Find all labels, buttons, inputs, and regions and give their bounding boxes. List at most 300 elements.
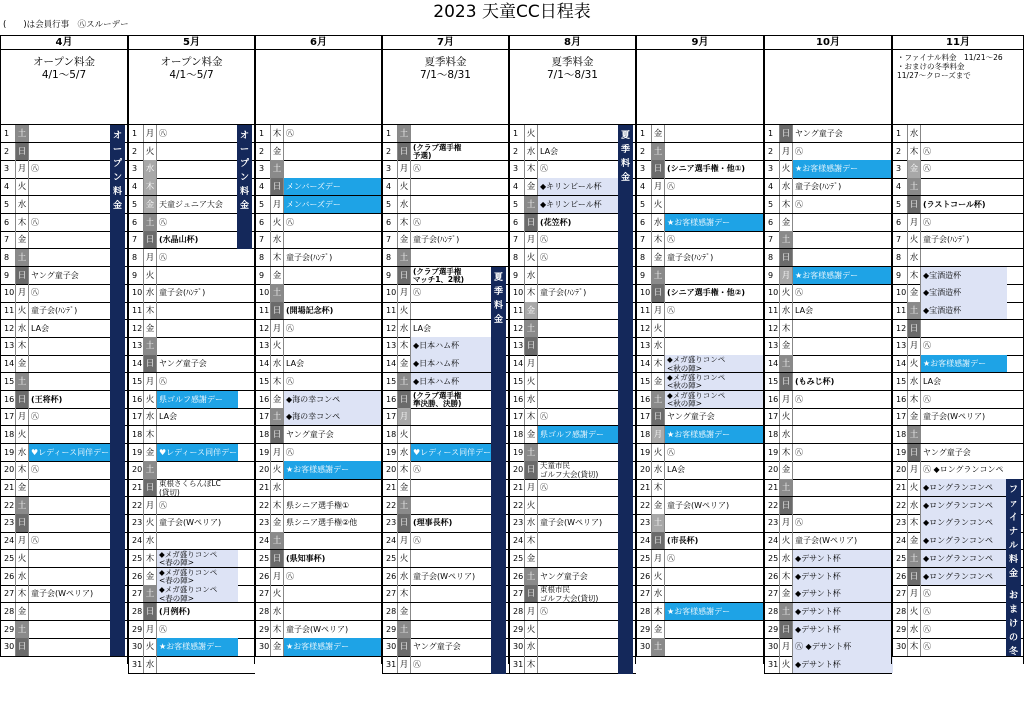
day-number: 20 <box>510 461 525 478</box>
weekday: 金 <box>271 143 284 160</box>
day-number: 25 <box>1 550 16 567</box>
event-label: ◆デサント杯 <box>793 603 893 620</box>
weekday: 木 <box>780 320 793 337</box>
day-row <box>255 267 382 285</box>
day-row <box>0 284 128 302</box>
day-row <box>892 143 1024 161</box>
day-number: 15 <box>1 373 16 390</box>
day-number: 14 <box>129 355 144 372</box>
month-header: 7月 <box>382 35 509 50</box>
event-label: (シニア選手権・他①) <box>667 164 746 174</box>
event-label: 童子会(ﾊﾝﾃﾞ) <box>413 235 460 245</box>
day-number: 26 <box>637 568 652 585</box>
weekday: 火 <box>908 603 921 620</box>
day-number: 12 <box>510 320 525 337</box>
weekday: 水 <box>398 196 411 213</box>
weekday: 金 <box>652 125 665 142</box>
weekday: 金 <box>652 249 665 266</box>
day-row <box>128 231 255 249</box>
event-label: ㊇ <box>923 341 931 351</box>
day-number: 2 <box>893 143 908 160</box>
weekday: 火 <box>525 621 538 638</box>
day-number: 22 <box>765 497 780 514</box>
day-row <box>382 656 509 674</box>
weekday: 火 <box>398 302 411 319</box>
weekday: 日 <box>908 196 921 213</box>
weekday: 水 <box>16 320 29 337</box>
day-number: 31 <box>383 656 398 673</box>
day-row <box>892 214 1024 232</box>
day-number: 1 <box>765 125 780 142</box>
weekday: 木 <box>271 249 284 266</box>
day-number: 27 <box>637 585 652 602</box>
day-row <box>764 214 892 232</box>
weekday: 火 <box>780 656 793 673</box>
day-number: 9 <box>893 267 908 284</box>
day-row <box>509 638 636 656</box>
weekday: 金 <box>908 408 921 425</box>
rate-period-header <box>636 50 764 125</box>
day-number: 27 <box>129 585 144 602</box>
day-row <box>892 638 1024 656</box>
rate-period-header <box>892 50 1024 125</box>
weekday: 金 <box>16 479 29 496</box>
weekday: 水 <box>652 337 665 354</box>
day-row <box>255 284 382 302</box>
day-row <box>636 355 764 373</box>
day-number: 21 <box>893 479 908 496</box>
event-label: ♥レディース同伴デー <box>411 444 492 461</box>
event-label: (クラブ選手権 マッチ1、2戦) <box>413 266 465 284</box>
day-row <box>892 249 1024 267</box>
weekday: 金 <box>525 302 538 319</box>
weekday: 木 <box>398 585 411 602</box>
day-number: 5 <box>893 196 908 213</box>
day-number: 27 <box>893 585 908 602</box>
weekday: 木 <box>780 196 793 213</box>
day-row <box>255 214 382 232</box>
day-row <box>509 337 636 355</box>
weekday: 土 <box>144 461 157 478</box>
day-number: 20 <box>765 461 780 478</box>
weekday: 火 <box>398 426 411 443</box>
weekday: 月 <box>271 196 284 213</box>
day-number: 29 <box>383 621 398 638</box>
rate-period-header <box>0 50 128 125</box>
day-row <box>636 603 764 621</box>
day-number: 1 <box>637 125 652 142</box>
weekday: 月 <box>16 532 29 549</box>
day-number: 21 <box>637 479 652 496</box>
rate-period-header <box>764 50 892 125</box>
day-number: 4 <box>256 178 271 195</box>
day-row <box>0 196 128 214</box>
weekday: 土 <box>271 160 284 177</box>
weekday: 金 <box>652 621 665 638</box>
day-row <box>382 638 509 656</box>
event-label: (もみじ杯) <box>795 376 835 386</box>
weekday: 月 <box>652 302 665 319</box>
weekday: 金 <box>398 479 411 496</box>
day-row <box>128 337 255 355</box>
day-row <box>382 408 509 426</box>
weekday: 火 <box>908 355 921 372</box>
event-label: ★お客様感謝デー <box>793 160 893 177</box>
event-label: 童子会(ﾊﾝﾃﾞ) <box>923 235 970 245</box>
day-number: 24 <box>1 532 16 549</box>
weekday: 月 <box>16 284 29 301</box>
day-row <box>636 178 764 196</box>
event-label: ㊇ <box>159 376 167 386</box>
weekday: 月 <box>144 125 157 142</box>
rate-period-header <box>382 50 509 125</box>
day-number: 17 <box>129 408 144 425</box>
weekday: 土 <box>652 143 665 160</box>
weekday: 火 <box>652 444 665 461</box>
day-number: 17 <box>256 408 271 425</box>
event-label: (花笠杯) <box>540 217 572 227</box>
event-label: 童子会(Wペリア) <box>667 500 730 510</box>
weekday: 日 <box>144 231 157 248</box>
weekday: 日 <box>908 568 921 585</box>
day-row <box>764 461 892 479</box>
weekday: 水 <box>908 373 921 390</box>
weekday: 月 <box>16 408 29 425</box>
day-number: 19 <box>637 444 652 461</box>
event-label: 天童ジュニア大会 <box>159 199 223 209</box>
day-row <box>509 320 636 338</box>
day-row <box>636 214 764 232</box>
weekday: 日 <box>652 408 665 425</box>
day-row <box>382 550 509 568</box>
day-number: 24 <box>256 532 271 549</box>
day-row <box>128 550 255 568</box>
day-number: 11 <box>256 302 271 319</box>
day-row <box>509 426 636 444</box>
day-row <box>892 621 1024 639</box>
weekday: 月 <box>398 408 411 425</box>
day-number: 31 <box>765 656 780 673</box>
weekday: 月 <box>908 337 921 354</box>
event-label: ㊇ <box>795 447 803 457</box>
day-row <box>764 497 892 515</box>
event-label: ㊇ <box>795 288 803 298</box>
event-label: ㊇ <box>540 164 548 174</box>
day-number: 29 <box>510 621 525 638</box>
day-row <box>255 585 382 603</box>
day-number: 3 <box>637 160 652 177</box>
day-row <box>128 568 255 586</box>
day-row <box>509 444 636 462</box>
weekday: 日 <box>780 497 793 514</box>
weekday: 火 <box>652 568 665 585</box>
weekday: 木 <box>16 337 29 354</box>
event-label: ㊇ <box>540 412 548 422</box>
event-label: ㊇ <box>923 394 931 404</box>
day-row <box>764 373 892 391</box>
day-row <box>128 391 255 409</box>
weekday: 土 <box>398 125 411 142</box>
day-number: 22 <box>510 497 525 514</box>
month-header: 10月 <box>764 35 892 50</box>
weekday: 金 <box>398 231 411 248</box>
day-row <box>255 638 382 656</box>
weekday: 火 <box>16 426 29 443</box>
day-row <box>382 249 509 267</box>
day-number: 9 <box>383 267 398 284</box>
weekday: 木 <box>525 532 538 549</box>
day-number: 12 <box>256 320 271 337</box>
event-label: ㊇ <box>31 536 39 546</box>
event-label: ヤング童子会 <box>795 129 843 138</box>
day-row <box>892 603 1024 621</box>
weekday: 金 <box>652 373 665 390</box>
day-row <box>255 231 382 249</box>
day-row <box>892 196 1024 214</box>
day-number: 1 <box>256 125 271 142</box>
event-label: 東根市民 ゴルフ大会(貸切) <box>540 585 599 603</box>
day-row <box>128 249 255 267</box>
day-number: 2 <box>256 143 271 160</box>
day-number: 8 <box>256 249 271 266</box>
event-label: ㊇ <box>159 624 167 634</box>
weekday: 火 <box>271 585 284 602</box>
day-number: 12 <box>383 320 398 337</box>
day-row <box>382 125 509 143</box>
weekday: 土 <box>908 426 921 443</box>
day-number: 13 <box>765 337 780 354</box>
day-row <box>636 284 764 302</box>
weekday: 金 <box>144 196 157 213</box>
event-label: ㊇ ◆ロングランコンペ <box>923 465 1004 475</box>
event-label: ㊇ <box>413 465 421 475</box>
weekday: 金 <box>780 337 793 354</box>
event-label: ㊇ <box>923 164 931 174</box>
weekday: 火 <box>271 337 284 354</box>
day-row <box>509 373 636 391</box>
weekday: 日 <box>398 143 411 160</box>
rate-band: オ ー プ ン 料 金 <box>110 125 125 656</box>
event-label: ㊇ <box>31 217 39 227</box>
day-number: 13 <box>510 337 525 354</box>
event-label: ♥レディース同伴デー <box>29 444 111 461</box>
event-label: ㊇ <box>923 642 931 652</box>
day-row <box>636 408 764 426</box>
day-number: 21 <box>510 479 525 496</box>
weekday: 月 <box>398 284 411 301</box>
event-label: 県ゴルフ感謝デー <box>538 426 619 443</box>
weekday: 日 <box>271 178 284 195</box>
day-number: 26 <box>1 568 16 585</box>
event-label: (水晶山杯) <box>159 235 199 245</box>
day-row <box>382 143 509 161</box>
day-number: 4 <box>765 178 780 195</box>
weekday: 木 <box>271 621 284 638</box>
month-header: 11月 <box>892 35 1024 50</box>
day-number: 23 <box>1 514 16 531</box>
day-row <box>382 585 509 603</box>
day-number: 16 <box>893 391 908 408</box>
day-number: 11 <box>637 302 652 319</box>
weekday: 土 <box>398 373 411 390</box>
day-row <box>255 178 382 196</box>
day-number: 13 <box>129 337 144 354</box>
event-label: ヤング童子会 <box>413 642 461 652</box>
event-label: ㊇ <box>159 500 167 510</box>
event-label: ㊇ <box>795 199 803 209</box>
day-number: 11 <box>1 302 16 319</box>
weekday: 月 <box>908 585 921 602</box>
day-number: 23 <box>765 514 780 531</box>
day-row <box>0 514 128 532</box>
day-row <box>128 214 255 232</box>
weekday: 月 <box>525 355 538 372</box>
event-label: ◆宝酒造杯 <box>921 267 1007 284</box>
weekday: 木 <box>652 479 665 496</box>
day-number: 27 <box>383 585 398 602</box>
event-label: メンバーズデー <box>284 196 383 213</box>
weekday: 月 <box>398 656 411 673</box>
day-number: 5 <box>637 196 652 213</box>
day-row <box>0 214 128 232</box>
weekday: 水 <box>16 196 29 213</box>
event-label: 童子会(Wペリア) <box>413 571 476 581</box>
day-number: 6 <box>893 214 908 231</box>
day-number: 29 <box>637 621 652 638</box>
weekday: 水 <box>525 143 538 160</box>
day-row <box>255 444 382 462</box>
day-row <box>128 479 255 497</box>
day-number: 29 <box>256 621 271 638</box>
day-row <box>382 514 509 532</box>
weekday: 木 <box>525 160 538 177</box>
event-label: ㊇ <box>795 146 803 156</box>
weekday: 木 <box>16 214 29 231</box>
event-label: ㊇ <box>286 129 294 138</box>
rate-period-line: 7/1～8/31 <box>420 69 471 81</box>
rate-period-header <box>255 50 382 125</box>
day-number: 4 <box>637 178 652 195</box>
day-row <box>636 568 764 586</box>
event-label: ◆宝酒造杯 <box>921 302 1007 319</box>
event-label: ㊇ <box>413 536 421 546</box>
day-row <box>636 585 764 603</box>
day-row <box>764 125 892 143</box>
event-label: ㊇ <box>31 465 39 475</box>
weekday: 月 <box>908 214 921 231</box>
day-number: 18 <box>893 426 908 443</box>
event-label: ヤング童子会 <box>159 359 207 369</box>
weekday: 月 <box>780 638 793 655</box>
weekday: 日 <box>144 479 157 496</box>
weekday: 木 <box>652 603 665 620</box>
weekday: 金 <box>271 638 284 655</box>
weekday: 土 <box>652 514 665 531</box>
day-number: 25 <box>637 550 652 567</box>
day-number: 19 <box>1 444 16 461</box>
day-row <box>636 638 764 656</box>
day-number: 13 <box>383 337 398 354</box>
day-row <box>128 532 255 550</box>
event-label: ㊇ <box>540 483 548 492</box>
weekday: 日 <box>398 391 411 408</box>
event-label: ㊇ <box>923 217 931 227</box>
day-number: 13 <box>1 337 16 354</box>
day-row <box>128 408 255 426</box>
event-label: 童子会(Wペリア) <box>540 518 603 528</box>
rate-period-line: 7/1～8/31 <box>547 69 598 81</box>
day-number: 2 <box>765 143 780 160</box>
weekday: 火 <box>908 231 921 248</box>
day-number: 18 <box>383 426 398 443</box>
day-row <box>509 408 636 426</box>
event-label: ◆海の幸コンペ <box>284 391 383 408</box>
day-number: 12 <box>765 320 780 337</box>
weekday: 木 <box>908 267 921 284</box>
day-number: 22 <box>256 497 271 514</box>
weekday: 火 <box>908 479 921 496</box>
day-row <box>128 267 255 285</box>
day-number: 16 <box>256 391 271 408</box>
event-label: ヤング童子会 <box>667 412 715 422</box>
day-number: 11 <box>893 302 908 319</box>
day-row <box>0 249 128 267</box>
weekday: 水 <box>144 656 157 673</box>
event-label: ◆メガ盛りコンペ <春の陣> <box>157 550 238 567</box>
event-label: LA会 <box>795 306 814 315</box>
rate-period-line: 4/1～5/7 <box>41 69 87 81</box>
day-row <box>764 568 892 586</box>
day-row <box>509 550 636 568</box>
weekday: 土 <box>525 568 538 585</box>
day-number: 30 <box>893 638 908 655</box>
weekday: 火 <box>144 143 157 160</box>
day-number: 3 <box>893 160 908 177</box>
month-header: 5月 <box>128 35 255 50</box>
day-row <box>0 178 128 196</box>
day-row <box>636 532 764 550</box>
weekday: 木 <box>398 337 411 354</box>
day-number: 17 <box>383 408 398 425</box>
event-label: ㊇ <box>667 306 675 315</box>
weekday: 土 <box>780 479 793 496</box>
day-number: 2 <box>637 143 652 160</box>
day-row <box>0 373 128 391</box>
event-label: ★お客様感謝デー <box>793 267 893 284</box>
weekday: 月 <box>525 231 538 248</box>
weekday: 月 <box>780 267 793 284</box>
weekday: 日 <box>271 426 284 443</box>
event-label: ㊇ <box>540 606 548 616</box>
weekday: 木 <box>908 638 921 655</box>
day-row <box>0 337 128 355</box>
month-header: 6月 <box>255 35 382 50</box>
event-label: ㊇ <box>286 571 294 581</box>
day-number: 20 <box>256 461 271 478</box>
day-row <box>128 196 255 214</box>
day-number: 17 <box>893 408 908 425</box>
day-row <box>128 585 255 603</box>
day-number: 13 <box>256 337 271 354</box>
event-label: LA会 <box>159 412 178 422</box>
event-label: ◆ロングランコンペ <box>921 568 1007 585</box>
day-number: 2 <box>129 143 144 160</box>
day-number: 4 <box>383 178 398 195</box>
day-number: 11 <box>129 302 144 319</box>
day-number: 21 <box>129 479 144 496</box>
day-number: 17 <box>637 408 652 425</box>
day-row <box>382 497 509 515</box>
